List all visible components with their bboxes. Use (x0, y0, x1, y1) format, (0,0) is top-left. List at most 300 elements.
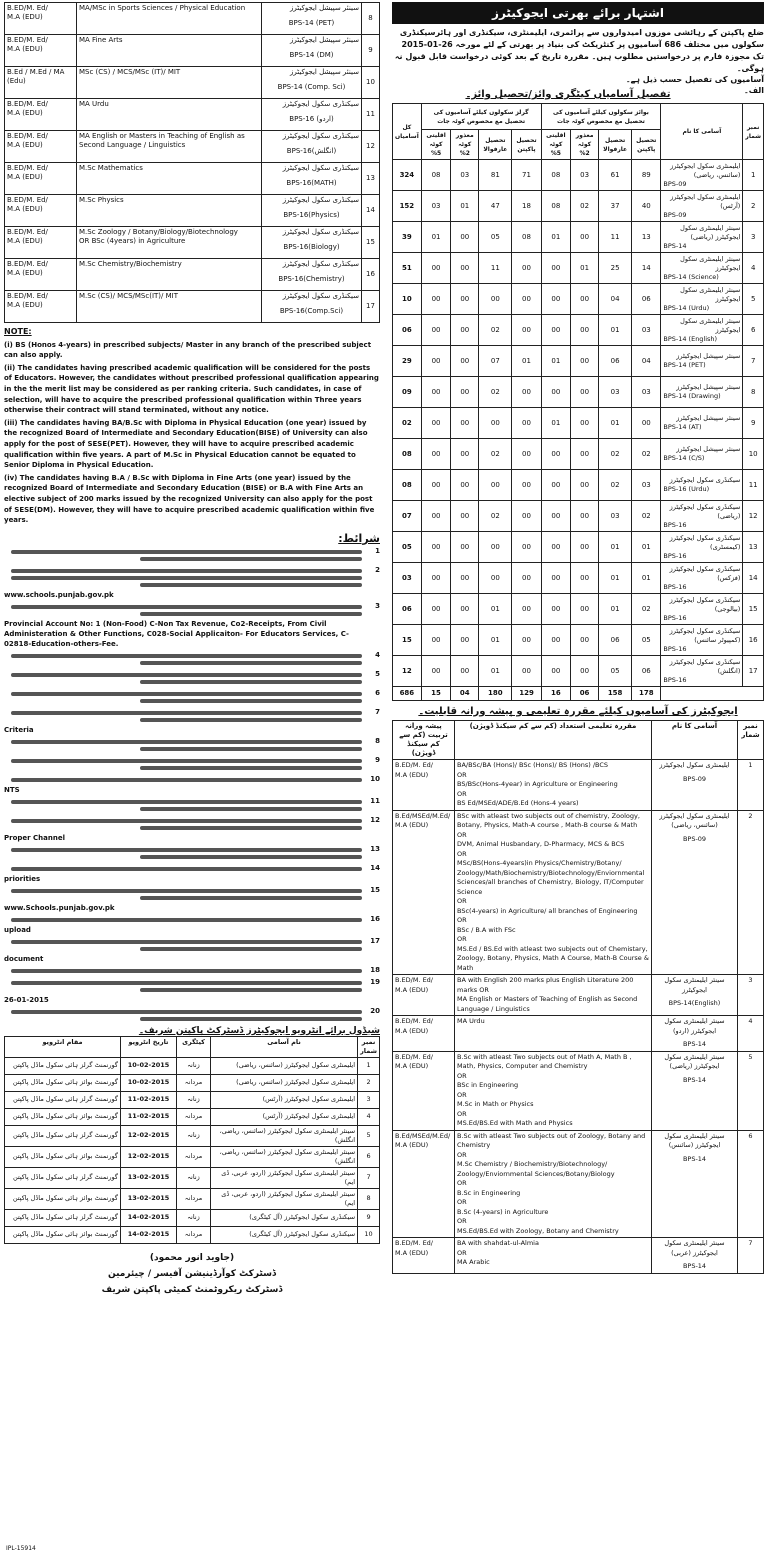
vacancy-count: 00 (541, 594, 571, 625)
vacancy-count: 00 (571, 532, 599, 563)
condition-text (4, 978, 362, 1005)
intro-tail: آسامیوں کی تفصیل حسب ذیل ہے۔ (625, 75, 764, 84)
interview-category: زنانہ (177, 1091, 211, 1108)
condition-english-text: Provincial Account No: 1 (Non-Food) C-Non Tax Revenue, Co2-Receipts, From Civil Administeration & Other Functions, C028-Social Applicaiton- For Educators Services, C-02818-Education-others-Fee. (4, 619, 349, 648)
vacancy-count: 00 (421, 594, 451, 625)
vacancy-total: 06 (393, 594, 422, 625)
academic-qualification: MSc (CS) / MCS/MSc (IT)/ MIT (77, 67, 262, 99)
condition-english-text: upload (4, 925, 31, 934)
professional-qualification: B.ED/M. Ed/ M.A (EDU) (393, 760, 455, 811)
serial-number: 11 (362, 99, 380, 131)
table-row (393, 1051, 764, 1130)
interview-venue: گورنمنٹ بوائز ہائی سکول ماڈل پاکپتن (5, 1188, 121, 1209)
vacancy-count: 47 (479, 191, 512, 222)
vacancy-total-count: 06 (571, 687, 599, 701)
condition-number: 5 (375, 669, 380, 678)
vacancy-count: 01 (479, 625, 512, 656)
post-name: سینئر سپیشل ایجوکیٹرز (676, 414, 741, 422)
urdu-text-line (11, 918, 362, 922)
post-name: سینئر سپیشل ایجوکیٹرز (290, 36, 359, 44)
condition-item (4, 816, 380, 843)
vacancy-count: 00 (479, 284, 512, 315)
post-name-cell (661, 346, 743, 377)
post-name: سینئر سپیشل ایجوکیٹرز (290, 68, 359, 76)
serial-number: 16 (743, 625, 764, 656)
urdu-text-line (140, 826, 362, 830)
post-name: سیکنڈری سکول ایجوکیٹرز (انگلش) (669, 657, 741, 675)
serial-number: 4 (358, 1108, 380, 1125)
professional-qualification: B.ED/M. Ed/ M.A (EDU) (393, 1238, 455, 1274)
vacancy-count: 00 (541, 501, 571, 532)
condition-number: 8 (375, 736, 380, 745)
post-name: سیکنڈری سکول ایجوکیٹرز (669, 476, 741, 484)
post-name: سیکنڈری سکول ایجوکیٹرز (282, 196, 359, 204)
post-grade: BPS-16(انگلش) (286, 147, 337, 155)
vacancy-count: 00 (479, 532, 512, 563)
vac-subheader: معذور کوٹہ 2% (451, 130, 479, 160)
vac-col-boys: بوائز سکولوں کیلئے آسامیوں کی تحصیل مع مخصوص کوٹہ جات (541, 104, 661, 130)
vac-subheader: تحصیل پاکپتن (512, 130, 541, 160)
vac-col-post: آسامی کا نام (661, 104, 743, 160)
condition-number: 14 (370, 863, 380, 872)
academic-qualification: BA with shahdat-ul-Almia OR MA Arabic (455, 1238, 652, 1274)
table-row (5, 1074, 380, 1091)
post-grade: BPS-16 (663, 582, 687, 591)
condition-item (4, 886, 380, 913)
signatory-title: ڈسٹرکٹ کوآرڈینیشن آفیسر / چیئرمین (107, 1268, 277, 1279)
vacancy-count: 05 (599, 656, 632, 687)
serial-number: 8 (362, 3, 380, 35)
post-grade: BPS-14 (PET) (288, 19, 335, 27)
serial-number: 9 (743, 408, 764, 439)
interview-venue: گورنمنٹ گرلز ہائی سکول ماڈل پاکپتن (5, 1125, 121, 1146)
interview-category: زنانہ (177, 1209, 211, 1226)
interview-post: ایلیمنٹری سکول ایجوکیٹرز (آرٹس) (211, 1091, 358, 1108)
vac-col-no: نمبر شمار (743, 104, 764, 160)
condition-english-text: priorities (4, 874, 41, 883)
vacancy-count: 00 (421, 501, 451, 532)
condition-item (4, 737, 380, 754)
vacancy-total-count: 180 (479, 687, 512, 701)
post-name-cell (262, 259, 362, 291)
serial-number: 14 (362, 195, 380, 227)
interview-date: 11-02-2015 (121, 1091, 177, 1108)
total-label-cell (661, 687, 764, 701)
condition-item (4, 547, 380, 564)
vacancy-count: 01 (541, 346, 571, 377)
serial-number: 4 (743, 253, 764, 284)
post-grade: BPS-16 (663, 613, 687, 622)
interview-post: ایلیمنٹری سکول ایجوکیٹرز (سائنس، ریاضی) (211, 1057, 358, 1074)
urdu-text-line (11, 889, 362, 893)
table-row (5, 1146, 380, 1167)
vacancy-count: 06 (599, 625, 632, 656)
vac-col-girls: گرلز سکولوں کیلئے آسامیوں کی تحصیل مع مخصوص کوٹہ جات (421, 104, 541, 130)
serial-number: 4 (738, 1016, 764, 1052)
condition-text (4, 708, 362, 735)
post-grade: BPS-14 (Comp. Sci) (277, 83, 346, 91)
serial-number: 10 (358, 1226, 380, 1243)
academic-qualification: MA Urdu (455, 1016, 652, 1052)
serial-number: 5 (743, 284, 764, 315)
vacancy-total-count: 04 (451, 687, 479, 701)
vacancy-count: 00 (571, 408, 599, 439)
vacancy-count: 00 (512, 656, 541, 687)
table-row (393, 284, 764, 315)
serial-number: 16 (362, 259, 380, 291)
condition-text (4, 1007, 362, 1024)
section-a-label: الف۔ (744, 86, 764, 95)
professional-qualification: B.ED/M. Ed/ M.A (EDU) (5, 195, 77, 227)
serial-number: 9 (358, 1209, 380, 1226)
serial-number: 7 (738, 1238, 764, 1274)
post-name-cell (661, 222, 743, 253)
condition-number: 2 (375, 565, 380, 574)
vacancy-count: 00 (541, 253, 571, 284)
vacancy-total: 03 (393, 563, 422, 594)
vacancy-count: 04 (632, 346, 661, 377)
vacancy-count: 00 (571, 377, 599, 408)
table-row (393, 594, 764, 625)
vacancy-count: 02 (479, 315, 512, 346)
condition-number: 12 (370, 815, 380, 824)
serial-number: 1 (358, 1057, 380, 1074)
vacancy-count: 02 (599, 470, 632, 501)
vacancy-count: 07 (479, 346, 512, 377)
urdu-text-line (11, 778, 362, 782)
interview-venue: گورنمنٹ گرلز ہائی سکول ماڈل پاکپتن (5, 1209, 121, 1226)
urdu-text-line (140, 947, 362, 951)
post-name-cell (652, 1051, 738, 1130)
serial-number: 11 (743, 470, 764, 501)
post-grade: BPS-09 (682, 774, 707, 783)
vacancy-count: 00 (421, 439, 451, 470)
professional-qualification: B.ED/M. Ed/ M.A (EDU) (5, 3, 77, 35)
vacancy-count: 40 (632, 191, 661, 222)
vacancy-total: 06 (393, 315, 422, 346)
vacancy-count: 00 (421, 253, 451, 284)
vac-subheader: معذور کوٹہ 2% (571, 130, 599, 160)
vacancy-count: 00 (421, 408, 451, 439)
signatory-name: (جاوید انور محمود) (149, 1252, 235, 1263)
urdu-text-line (140, 557, 362, 561)
vacancy-count: 03 (632, 470, 661, 501)
condition-text (4, 547, 362, 564)
vacancy-total: 39 (393, 222, 422, 253)
post-grade: BPS-16(Biology) (283, 243, 340, 251)
vacancy-count: 06 (632, 656, 661, 687)
condition-text (4, 651, 362, 668)
professional-qualification: B.ED/M. Ed/ M.A (EDU) (5, 99, 77, 131)
table-row (5, 259, 380, 291)
vacancy-total: 324 (393, 160, 422, 191)
condition-number: 16 (370, 914, 380, 923)
vacancy-count: 00 (451, 625, 479, 656)
serial-number: 15 (743, 594, 764, 625)
vac-col-total: کل آسامیاں (393, 104, 422, 160)
vacancy-count: 00 (421, 470, 451, 501)
interview-category: مردانہ (177, 1226, 211, 1243)
vac-subheader: اقلیتی کوٹہ 5% (541, 130, 571, 160)
vacancy-count: 00 (421, 284, 451, 315)
vacancy-count: 02 (632, 594, 661, 625)
vacancy-count: 04 (599, 284, 632, 315)
post-name-cell (661, 315, 743, 346)
table-row (393, 408, 764, 439)
serial-number: 3 (358, 1091, 380, 1108)
serial-number: 10 (743, 439, 764, 470)
condition-item (4, 756, 380, 773)
vacancy-count: 00 (451, 408, 479, 439)
vacancy-count: 01 (599, 315, 632, 346)
condition-item (4, 775, 380, 795)
condition-text (4, 864, 362, 884)
serial-number: 2 (738, 810, 764, 975)
vacancy-count: 00 (541, 315, 571, 346)
table-row (393, 439, 764, 470)
vacancy-count: 00 (632, 408, 661, 439)
conditions-block (4, 532, 380, 1024)
urdu-text-line (140, 855, 362, 859)
interview-post: سینئر ایلیمنٹری سکول ایجوکیٹرز (سائنس، ریاضی، انگلش) (211, 1125, 358, 1146)
interview-venue: گورنمنٹ بوائز ہائی سکول ماڈل پاکپتن (5, 1226, 121, 1243)
interview-post: ایلیمنٹری سکول ایجوکیٹرز (سائنس، ریاضی) (211, 1074, 358, 1091)
vac-subheader: تحصیل پاکپتن (632, 130, 661, 160)
vacancy-count: 13 (632, 222, 661, 253)
condition-item (4, 864, 380, 884)
condition-item (4, 937, 380, 964)
post-name: سیکنڈری سکول ایجوکیٹرز (ریاضی) (669, 502, 741, 520)
vacancy-count: 02 (479, 501, 512, 532)
post-name: ایلیمنٹری سکول ایجوکیٹرز (659, 761, 730, 769)
vacancy-count: 00 (479, 408, 512, 439)
post-name-cell (661, 563, 743, 594)
vacancy-count: 00 (541, 625, 571, 656)
post-grade: BPS-16(Physics) (283, 211, 340, 219)
urdu-text-line (11, 673, 362, 677)
post-name: سینئر ایلیمنٹری سکول ایجوکیٹرز (اردو) (664, 1017, 725, 1035)
vacancy-count: 08 (541, 191, 571, 222)
interview-venue: گورنمنٹ گرلز ہائی سکول ماڈل پاکپتن (5, 1167, 121, 1188)
urdu-text-line (11, 819, 362, 823)
vacancy-count: 00 (571, 656, 599, 687)
vacancy-count: 03 (421, 191, 451, 222)
post-name-cell (661, 625, 743, 656)
post-name-cell (262, 67, 362, 99)
vacancy-count: 01 (599, 532, 632, 563)
condition-item (4, 651, 380, 668)
professional-qualification: B.ED/M. Ed/ M.A (EDU) (393, 1016, 455, 1052)
post-name-cell (661, 470, 743, 501)
vacancy-count: 08 (512, 222, 541, 253)
condition-text (4, 886, 362, 913)
vacancy-count: 00 (451, 253, 479, 284)
urdu-text-line (11, 759, 362, 763)
vacancy-count: 03 (632, 315, 661, 346)
interview-category: مردانہ (177, 1074, 211, 1091)
vacancy-count: 00 (451, 532, 479, 563)
post-name-cell (661, 284, 743, 315)
condition-english-text: document (4, 954, 44, 963)
condition-number: 9 (375, 755, 380, 764)
schedule-header: تاریخ انٹرویو (121, 1036, 177, 1057)
grand-total: 686 (393, 687, 422, 701)
vacancy-count: 03 (599, 501, 632, 532)
interview-post: سیکنڈری سکول ایجوکیٹرز (آل کیٹگری) (211, 1226, 358, 1243)
serial-number: 8 (358, 1188, 380, 1209)
vacancy-count: 08 (541, 160, 571, 191)
post-name-cell (661, 191, 743, 222)
urdu-text-line (11, 800, 362, 804)
vacancy-count: 00 (571, 439, 599, 470)
vacancy-count: 00 (451, 594, 479, 625)
condition-number: 3 (375, 601, 380, 610)
vacancy-total: 51 (393, 253, 422, 284)
post-grade: BPS-14 (682, 1262, 707, 1270)
urdu-text-line (140, 718, 362, 722)
post-grade: BPS-14(English) (668, 999, 721, 1007)
urdu-text-line (11, 1010, 362, 1014)
interview-venue: گورنمنٹ بوائز ہائی سکول ماڈل پاکپتن (5, 1108, 121, 1125)
vacancy-count: 00 (541, 284, 571, 315)
post-grade: BPS-14 (C/S) (663, 454, 705, 462)
academic-qualification: M.Sc Physics (77, 195, 262, 227)
condition-text (4, 797, 362, 814)
vacancy-count: 00 (512, 439, 541, 470)
academic-qualification: B.Sc with atleast Two subjects out of Math A, Math B , Math, Physics, Computer and Chemistry OR BSc in Engineering OR M.Sc in Math or Physics OR MS.Ed/BS.Ed with Math and Physics (455, 1051, 652, 1130)
vacancy-count: 00 (512, 253, 541, 284)
table-row (5, 67, 380, 99)
vacancy-total: 02 (393, 408, 422, 439)
post-grade: BPS-14 (DM) (289, 51, 334, 59)
condition-item (4, 966, 380, 976)
condition-text (4, 756, 362, 773)
condition-number: 15 (370, 885, 380, 894)
schedule-header: نام آسامی (211, 1036, 358, 1057)
vacancy-count: 03 (451, 160, 479, 191)
post-name: سیکنڈری سکول ایجوکیٹرز (282, 292, 359, 300)
vacancy-count: 05 (479, 222, 512, 253)
condition-item (4, 1007, 380, 1024)
urdu-text-line (140, 1017, 362, 1021)
note-item: (iv) The candidates having B.A / B.Sc with Diploma in Fine Arts (one year) issued by the recognized Board of Intermediate and Secondary Education (BISE) or B.A with Fine Arts an elective subject of 200 marks issued by the recognized University can also apply for the post of SESE(DM). However, they will have to acquire prescribed academic qualification within five years. (4, 473, 375, 525)
condition-english-text: NTS (4, 785, 20, 794)
vacancy-count: 11 (479, 253, 512, 284)
table-row (393, 532, 764, 563)
interview-post: ایلیمنٹری سکول ایجوکیٹرز (آرٹس) (211, 1108, 358, 1125)
post-name-cell (652, 810, 738, 975)
academic-qualification: MA/MSc in Sports Sciences / Physical Education (77, 3, 262, 35)
table-row (393, 810, 764, 975)
post-name-cell (661, 439, 743, 470)
table-row (393, 222, 764, 253)
table-row (393, 253, 764, 284)
vacancy-count: 01 (541, 222, 571, 253)
vacancy-count: 11 (599, 222, 632, 253)
vacancy-count: 01 (479, 656, 512, 687)
vacancy-count: 02 (479, 439, 512, 470)
vacancy-total: 12 (393, 656, 422, 687)
table-row (393, 191, 764, 222)
post-grade: BPS-09 (663, 210, 687, 219)
vacancy-count: 01 (632, 563, 661, 594)
vacancy-count: 00 (571, 470, 599, 501)
table-row (5, 195, 380, 227)
academic-qualification: M.Sc Chemistry/Biochemistry (77, 259, 262, 291)
table-row (5, 1108, 380, 1125)
post-name: سینئر ایلیمنٹری سکول ایجوکیٹرز (ریاضی) (664, 1052, 725, 1070)
vacancy-count: 02 (479, 377, 512, 408)
post-grade: BPS-16(Chemistry) (278, 275, 345, 283)
post-name: سینئر ایلیمنٹری سکول ایجوکیٹرز (680, 285, 741, 303)
urdu-text-line (11, 692, 362, 696)
professional-qualification: B.Ed / M.Ed / MA (Edu) (5, 67, 77, 99)
interview-date: 14-02-2015 (121, 1226, 177, 1243)
urdu-text-line (140, 680, 362, 684)
post-name-cell (652, 760, 738, 811)
right-qualification-table (392, 720, 764, 1274)
table-row (5, 1057, 380, 1074)
post-grade: BPS-16 (663, 675, 687, 684)
post-name-cell (661, 408, 743, 439)
condition-text (4, 670, 362, 687)
vacancy-count: 00 (451, 501, 479, 532)
condition-text (4, 602, 362, 649)
academic-qualification: B.Sc with atleast Two subjects out of Zoology, Botany and Chemistry OR M.Sc Chemistry / Biochemistry/Biotechnology/ Zoology/Enviornmental Sciences/Botany/Biology OR B.Sc in Engineering OR B.Sc (4-years) in Agriculture OR MS.Ed/BS.Ed with Zoology, Botany and Chemistry (455, 1130, 652, 1238)
post-grade: BPS-14 (663, 241, 687, 250)
vacancy-count: 01 (421, 222, 451, 253)
professional-qualification: B.ED/M. Ed/ M.A (EDU) (5, 163, 77, 195)
post-name: سیکنڈری سکول ایجوکیٹرز (282, 260, 359, 268)
academic-qualification: BA/BSc/BA (Hons)/ BSc (Hons)/ BS (Hons) /BCS OR BS/BSc(Hons-4year) in Agriculture or Engineering OR BS Ed/MSEd/ADE/B.Ed (Hons-4 years) (455, 760, 652, 811)
post-grade: BPS-14 (682, 1154, 707, 1163)
condition-number: 6 (375, 688, 380, 697)
post-name-cell (262, 163, 362, 195)
professional-qualification: B.ED/M. Ed/ M.A (EDU) (5, 291, 77, 323)
serial-number: 6 (743, 315, 764, 346)
condition-item (4, 797, 380, 814)
interview-date: 13-02-2015 (121, 1167, 177, 1188)
vacancy-title: تفصیل آسامیاں کیٹگری وائز/تحصیل وائز۔ (465, 89, 671, 100)
table-row (393, 377, 764, 408)
condition-number: 1 (375, 546, 380, 555)
vacancy-total: 08 (393, 470, 422, 501)
post-grade: BPS-16(Comp.Sci) (279, 307, 344, 315)
vacancy-count: 00 (451, 346, 479, 377)
post-grade: BPS-14 (682, 1040, 707, 1048)
condition-number: 7 (375, 707, 380, 716)
vacancy-count: 00 (541, 470, 571, 501)
post-name-cell (661, 532, 743, 563)
post-name: سیکنڈری سکول ایجوکیٹرز (282, 228, 359, 236)
condition-number: 20 (370, 1006, 380, 1015)
vacancy-count: 02 (632, 439, 661, 470)
urdu-text-line (11, 605, 362, 609)
condition-item (4, 566, 380, 600)
post-name-cell (661, 656, 743, 687)
vacancy-count: 03 (599, 377, 632, 408)
post-name: سینئر سپیشل ایجوکیٹرز (676, 445, 741, 453)
urdu-text-line (140, 807, 362, 811)
vacancy-count: 00 (512, 315, 541, 346)
interview-post: سینئر ایلیمنٹری سکول ایجوکیٹرز (سائنس، ریاضی، انگلش) (211, 1146, 358, 1167)
vac-subheader: تحصیل عارفوالا (479, 130, 512, 160)
post-name: ایلیمنٹری سکول ایجوکیٹرز (آرٹس) (670, 192, 741, 210)
urdu-text-line (11, 981, 362, 985)
post-name: سینئر ایلیمنٹری سکول ایجوکیٹرز (680, 254, 741, 272)
post-grade: BPS-09 (682, 834, 707, 843)
vacancy-count: 00 (571, 625, 599, 656)
